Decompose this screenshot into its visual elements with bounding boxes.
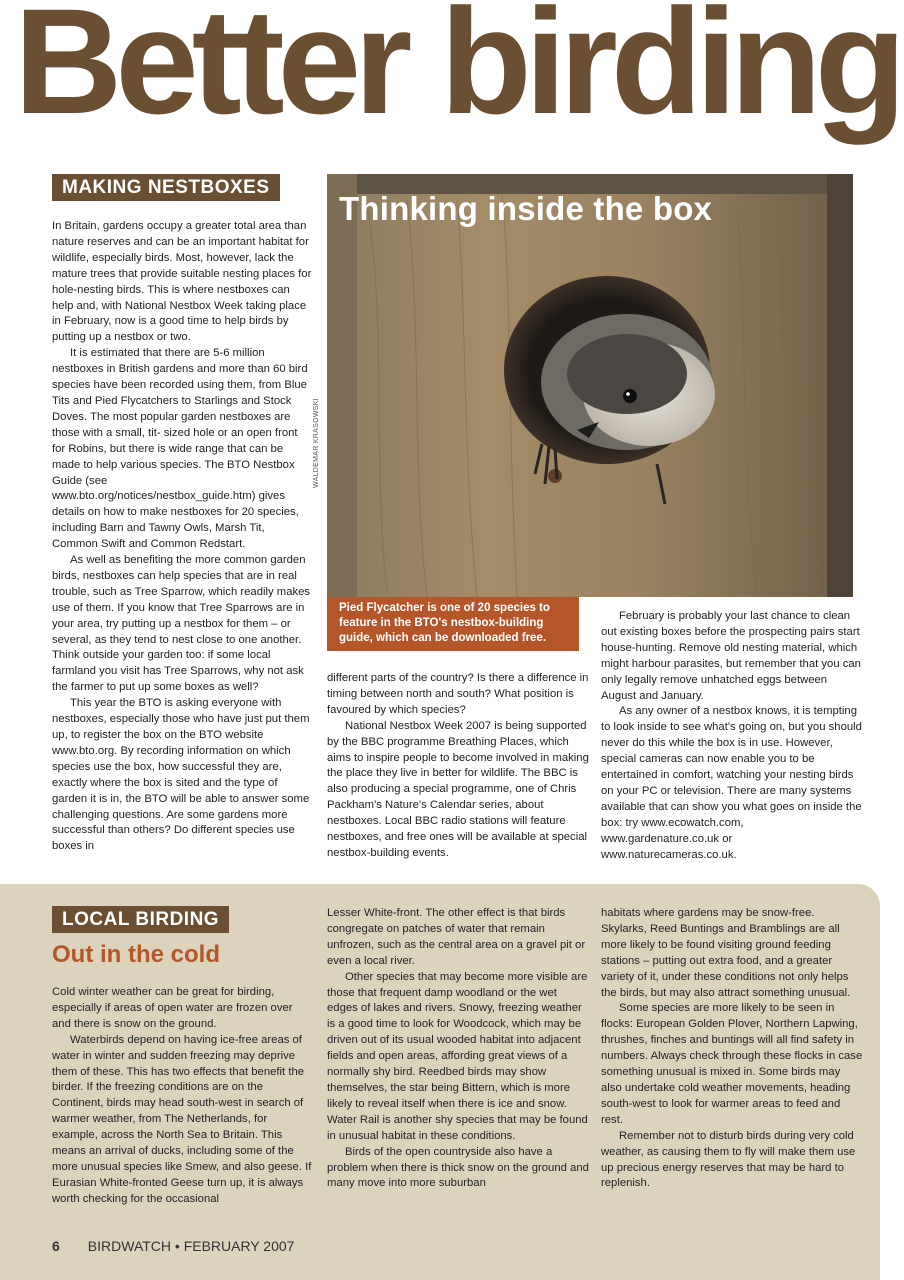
section-label-local-birding: LOCAL BIRDING xyxy=(52,906,229,933)
text-line: outside your garden too: if some local xyxy=(82,649,271,662)
text-line: enable you to be entertained in comfort, xyxy=(601,753,815,782)
text-line: National Nestbox Week taking place in xyxy=(52,299,307,328)
paragraph xyxy=(327,970,589,1145)
text-line: which readily makes use of them. If you know xyxy=(52,585,311,614)
text-line: suitable nesting places for hole-nesting birds. xyxy=(52,267,312,296)
text-line: As any owner of a nestbox knows, it is xyxy=(619,705,811,718)
text-line: This is where nestboxes can help and, with xyxy=(52,283,290,312)
text-line: there is wide range that can be made to help xyxy=(52,442,284,471)
text-line: Lapwing, thrushes, finches and buntings will xyxy=(601,1018,858,1047)
text-line: information on which species use the box, xyxy=(52,744,291,773)
text-line: producing a special programme, one of Chris xyxy=(350,783,577,796)
pied-flycatcher-nestbox-image xyxy=(327,174,853,597)
text-line: Other species that may become more xyxy=(345,970,534,983)
text-line: difference in timing between north and south? xyxy=(327,672,589,700)
text-line: effects that benefit the birder. If the freezing xyxy=(52,1065,305,1094)
paragraph xyxy=(601,704,863,863)
text-line: prospecting pairs start house-hunting. xyxy=(601,625,860,654)
text-line: flocks: European Golden Plover, Northern xyxy=(601,1018,810,1031)
text-line: Eurasian White-fronted Geese turn up, it is xyxy=(52,1176,266,1189)
text-line: problem when there is thick snow on the xyxy=(327,1161,529,1174)
text-line: or www.naturecameras.co.uk. xyxy=(601,832,737,861)
text-line: habitats where gardens may be snow-free. xyxy=(601,907,815,919)
text-line: Skylarks, Reed Buntings and Bramblings are xyxy=(601,922,826,935)
text-line: greater variety of it, under these conditions not xyxy=(601,954,833,983)
text-line: species like Smew, and also geese. If xyxy=(123,1160,312,1173)
text-line: National Nestbox Week 2007 is being xyxy=(345,719,534,732)
text-line: August and January. xyxy=(601,689,704,702)
text-line: nestboxes. Local BBC radio stations will xyxy=(327,815,528,828)
paragraph xyxy=(601,1129,863,1193)
text-line: only legally remove unhatched eggs between xyxy=(601,673,828,686)
text-line: Woodcock, which may be driven out of its xyxy=(327,1018,582,1047)
flycatcher-photo xyxy=(327,174,853,597)
text-line: television. There are many systems available xyxy=(601,784,852,813)
paragraph xyxy=(601,609,863,704)
text-line: become involved in making the place they xyxy=(327,751,589,780)
text-line: species, including Barn and Tawny Owls, Marsh xyxy=(52,506,299,535)
paragraph xyxy=(52,1033,314,1208)
text-line: over and there is snow on the ground. xyxy=(52,1001,293,1030)
text-line: up a nestbox for them – or several, as they xyxy=(52,617,291,646)
text-line: details on how to make nestboxes for 20 xyxy=(52,506,255,519)
text-line: always worth checking for the occasional xyxy=(52,1176,304,1205)
text-line: In Britain, gardens occupy a greater total area xyxy=(52,220,282,232)
paragraph xyxy=(52,696,312,855)
text-line: Packham's Nature's Calendar series, about xyxy=(327,799,544,812)
text-line: themselves, the star being Bittern, which is xyxy=(327,1081,542,1094)
text-line: nestboxes in British gardens and more than xyxy=(52,363,270,376)
caption-line: Pied Flycatcher is one of 20 species to xyxy=(339,602,550,614)
text-line: different parts of the country? Is there a xyxy=(327,672,524,684)
text-line: ducks, including some of the more unusual xyxy=(52,1145,294,1173)
text-line: North Sea to Britain. This means an arrival of xyxy=(52,1129,283,1158)
text-line: questions. Are some gardens more successful xyxy=(52,808,288,837)
article-column-1 xyxy=(52,219,312,855)
text-line: usual wooded habitat into adjacent fields and xyxy=(327,1034,581,1063)
text-line: remain unfrozen, such as the central area on a xyxy=(327,922,545,951)
text-line: south-west to look for warmer areas to feed xyxy=(601,1097,819,1110)
text-line: head south-west in search of warmer weather, xyxy=(52,1097,304,1126)
text-line: available at special nestbox-building events. xyxy=(327,831,588,859)
text-line: however, lack the mature trees that provide xyxy=(52,251,294,280)
text-line: them, from Blue Tits and Pied Flycatchers to xyxy=(52,379,307,407)
text-line: Remember not to disturb birds during very xyxy=(619,1129,830,1142)
caption-line: guide, which can be downloaded free. xyxy=(339,632,547,644)
text-line: is in use. However, special cameras can now xyxy=(601,737,833,766)
text-line: farmland you visit has Tree Sparrows, why not xyxy=(52,665,284,678)
text-line: on, but you should never do this while the box xyxy=(601,721,862,750)
text-line: sized hole or an open front for Robins, but xyxy=(52,426,298,455)
text-line: conditions. xyxy=(461,1129,516,1142)
text-line: how successful they are, exactly where the xyxy=(52,760,282,789)
text-line: Birds of the open countryside also have a xyxy=(345,1145,553,1158)
text-line: try www.ecowatch.com, www.gardenature.co.uk xyxy=(601,816,744,845)
text-line: www.bto.org/notices/nestbox_guide.htm) gives xyxy=(52,490,285,503)
local-column-2 xyxy=(327,906,589,1192)
text-line: Remove old nesting material, which might xyxy=(601,641,858,670)
paragraph xyxy=(327,906,589,970)
text-line: Lesser White-front. The other effect is that xyxy=(327,907,538,919)
text-line: garden nestboxes are those with a small, tit- xyxy=(52,410,291,439)
text-line: BTO will be able to answer some challenging xyxy=(52,792,310,821)
text-line: February is probably your last chance xyxy=(619,610,808,622)
publication-line: BIRDWATCH • FEBRUARY 2007 xyxy=(87,1238,295,1254)
text-line: only helps the birds, but may also attract xyxy=(601,970,849,999)
text-line: may be hard to replenish. xyxy=(601,1161,845,1190)
text-line: to clean out existing boxes before the xyxy=(601,610,851,638)
text-line: ask the farmer to put up some boxes as well? xyxy=(52,665,304,694)
text-line: Waterbirds depend on having ice-free xyxy=(70,1033,258,1046)
paragraph xyxy=(327,719,589,862)
text-line: open areas, affording great views of a xyxy=(378,1050,568,1063)
local-birding-headline: Out in the cold xyxy=(52,941,220,968)
text-line: box is sited and the type of garden it is in, the xyxy=(52,776,278,805)
text-line: more likely to reveal itself when there is ice xyxy=(327,1081,571,1110)
text-line: feeding stations – putting out extra food, and a xyxy=(601,938,831,967)
photo-caption xyxy=(327,597,579,651)
text-line: website www.bto.org. By recording xyxy=(52,729,264,757)
section-label-making-nestboxes: MAKING NESTBOXES xyxy=(52,174,280,201)
local-column-1 xyxy=(52,985,314,1208)
photo-credit: WALDEMAR KRASOWSKI xyxy=(313,398,320,488)
text-line: As well as benefiting the more common xyxy=(70,554,268,567)
text-line: watching your nesting birds on your PC or xyxy=(601,769,854,797)
text-line: that Tree Sparrows are in your area, try putting xyxy=(52,601,305,630)
text-line: undertake cold weather movements, heading xyxy=(624,1081,851,1094)
text-line: than nature reserves and can be an important xyxy=(52,220,307,248)
text-line: birds congregate on patches of water that xyxy=(327,907,566,935)
text-line: Starlings and Stock Doves. The most popular xyxy=(52,394,292,423)
text-line: ground and many move into more suburban xyxy=(327,1161,589,1190)
text-line: February, now is a good time to help birds by xyxy=(63,315,289,328)
paragraph xyxy=(52,985,314,1033)
page-number: 6 xyxy=(52,1238,60,1254)
local-column-3 xyxy=(601,906,863,1192)
text-line: unusual is mixed in. Some birds may also xyxy=(601,1066,841,1094)
text-line: normally shy bird. Reedbed birds may show xyxy=(327,1066,547,1079)
text-line: all find safety in numbers. Always check xyxy=(601,1034,855,1063)
text-line: This year the BTO is asking everyone with xyxy=(70,697,282,710)
text-line: habitat for wildlife, especially birds. Most, xyxy=(52,235,309,264)
text-line: garden birds, nestboxes can help species that xyxy=(52,554,306,582)
masthead-title: Better birding xyxy=(14,0,900,145)
text-line: Some species are more likely to be seen in xyxy=(619,1002,835,1015)
text-line: harbour parasites, but remember that you can xyxy=(631,657,861,670)
paragraph xyxy=(52,553,312,696)
text-line: What position is favoured by which species? xyxy=(327,687,574,716)
text-line: that may be found in unusual habitat in these xyxy=(327,1113,588,1142)
text-line: cold weather, as causing them to fly will make xyxy=(601,1129,854,1158)
text-line: than others? Do different species use boxes in xyxy=(52,824,295,853)
text-line: all more likely to be found visiting ground xyxy=(601,922,840,951)
photo-headline: Thinking inside the box xyxy=(339,190,713,227)
text-line: It is estimated that there are 5-6 million xyxy=(70,347,265,360)
caption-line: feature in the BTO's nestbox-building xyxy=(339,617,544,629)
text-line: especially if areas of open water are frozen xyxy=(52,1001,268,1014)
text-line: Tit, Common Swift and Common Redstart. xyxy=(52,522,265,551)
text-line: tend to nest close to one another. Think xyxy=(52,633,302,662)
text-line: tempting to look inside to see what's going xyxy=(601,705,857,734)
text-line: nestboxes, especially those who have just put xyxy=(52,713,282,726)
article-column-2 xyxy=(327,671,589,862)
text-line: various species. The BTO Nestbox Guide (see xyxy=(52,458,295,487)
text-line: are in real trouble, such as Tree Sparrow, xyxy=(52,569,297,598)
text-line: and rest. xyxy=(601,1097,841,1126)
text-line: conditions are on the Continent, birds may xyxy=(52,1081,264,1110)
text-line: areas of water in winter and sudden freezing xyxy=(52,1033,302,1062)
paragraph xyxy=(601,1001,863,1128)
text-line: them up, to register the box on the BTO xyxy=(52,713,310,741)
text-line: Places, which aims to inspire people to xyxy=(327,735,569,764)
text-line: putting up a nestbox or two. xyxy=(52,331,191,344)
text-line: that can show you what goes on inside the box: xyxy=(601,800,862,829)
paragraph xyxy=(327,1145,589,1193)
paragraph xyxy=(327,671,589,719)
text-line: live in better for wildlife. The BBC is also xyxy=(327,767,578,796)
text-line: may deprive them of these. This has two xyxy=(52,1049,296,1078)
text-line: and snow. Water Rail is another shy species xyxy=(327,1097,567,1126)
text-line: Cold winter weather can be great for birding, xyxy=(52,986,275,998)
text-line: from The Netherlands, for example, across the xyxy=(52,1113,268,1142)
text-line: gravel pit or even a local river. xyxy=(327,938,586,967)
text-line: freezing weather is a good time to look for xyxy=(327,1002,582,1031)
text-line: visible are those that frequent damp woodland xyxy=(327,970,588,999)
text-line: supported by the BBC programme Breathing xyxy=(327,719,587,748)
text-line: feature nestboxes, and free ones will be xyxy=(327,815,566,844)
text-line: or the wet edges of lakes and rivers. Snowy, xyxy=(327,986,557,1015)
text-line: something unusual. xyxy=(752,986,851,999)
paragraph xyxy=(52,346,312,553)
page-footer xyxy=(52,1238,294,1254)
text-line: them use up precious energy reserves that xyxy=(601,1145,856,1174)
paragraph xyxy=(601,906,863,1001)
article-column-3 xyxy=(601,609,863,864)
paragraph xyxy=(52,219,312,346)
text-line: through these flocks in case something xyxy=(601,1050,863,1079)
text-line: 60 bird species have been recorded using xyxy=(52,363,308,392)
